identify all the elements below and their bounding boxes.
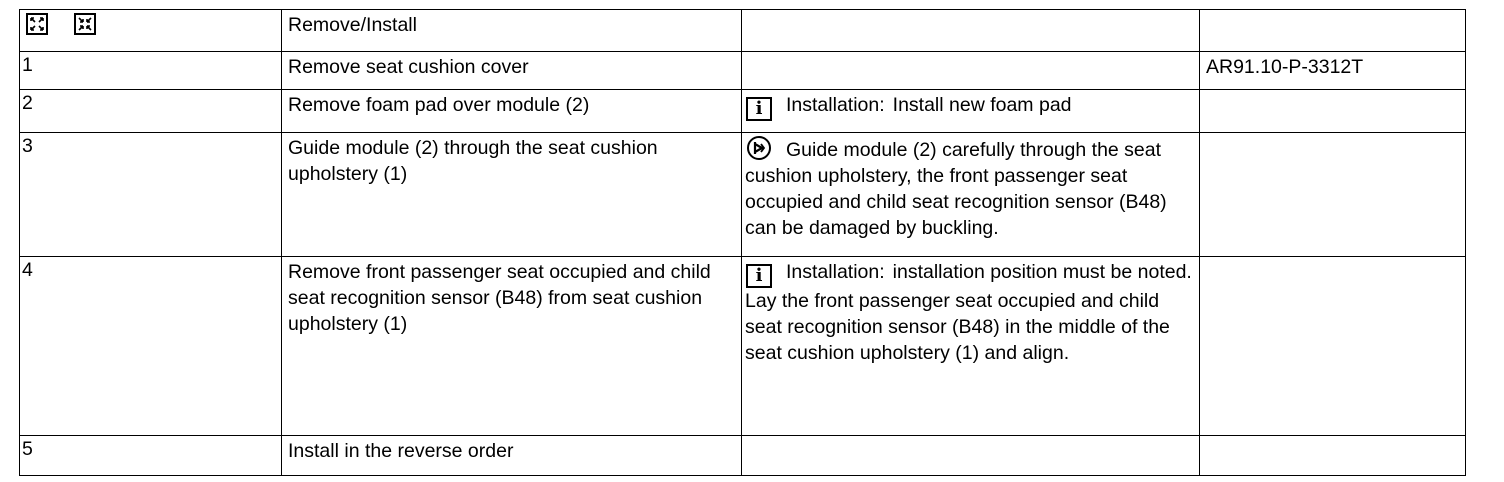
step-text: Remove seat cushion cover [282, 52, 742, 90]
note-text: Guide module (2) carefully through the seat cushion upholstery, the front passenger seat occupied and child seat recognition sensor (B48) can be damaged by buckling. [745, 139, 1167, 239]
table-row [20, 52, 1466, 90]
reference-cell [1200, 133, 1466, 257]
risk-warning-icon [746, 135, 772, 161]
header-title: Remove/Install [288, 14, 417, 36]
step-number: 2 [20, 90, 282, 133]
header-empty-cell [742, 10, 1200, 52]
step-number: 4 [20, 257, 282, 436]
note-label: Installation: [786, 94, 885, 116]
info-icon: i [746, 264, 772, 288]
reference-cell [1200, 90, 1466, 133]
step-text: Remove foam pad over module (2) [282, 90, 742, 133]
table-row [20, 133, 1466, 257]
note-cell [742, 133, 1200, 257]
note-cell [742, 90, 1200, 133]
step-number: 1 [20, 52, 282, 90]
step-number: 5 [20, 436, 282, 476]
step-text: Guide module (2) through the seat cushion upholstery (1) [282, 133, 742, 257]
header-icons-cell [20, 10, 282, 52]
note-text: Install new foam pad [892, 94, 1072, 116]
step-number: 3 [20, 133, 282, 257]
reference-cell [1200, 436, 1466, 476]
note-cell [742, 257, 1200, 436]
header-row [20, 10, 1466, 52]
step-text: Remove front passenger seat occupied and child seat recognition sensor (B48) from seat cushion upholstery (1) [282, 257, 742, 436]
note-text: installation position must be noted. [892, 261, 1192, 283]
note-cell [742, 436, 1200, 476]
header-empty-cell [1200, 10, 1466, 52]
table-row [20, 436, 1466, 476]
reference-link[interactable]: AR91.10-P-3312T [1200, 52, 1466, 90]
note-label: Installation: [786, 261, 885, 283]
table-row [20, 257, 1466, 436]
header-title-cell [282, 10, 742, 52]
note-cell [742, 52, 1200, 90]
expand-all-icon[interactable] [26, 13, 48, 35]
collapse-all-icon[interactable] [74, 13, 96, 35]
note-extra-text: Lay the front passenger seat occupied and child seat recognition sensor (B48) in the middle of the seat cushion upholstery (1) and align. [745, 290, 1170, 364]
step-text: Install in the reverse order [282, 436, 742, 476]
table-row [20, 90, 1466, 133]
reference-cell [1200, 257, 1466, 436]
procedure-table [19, 9, 1466, 476]
info-icon: i [746, 97, 772, 121]
